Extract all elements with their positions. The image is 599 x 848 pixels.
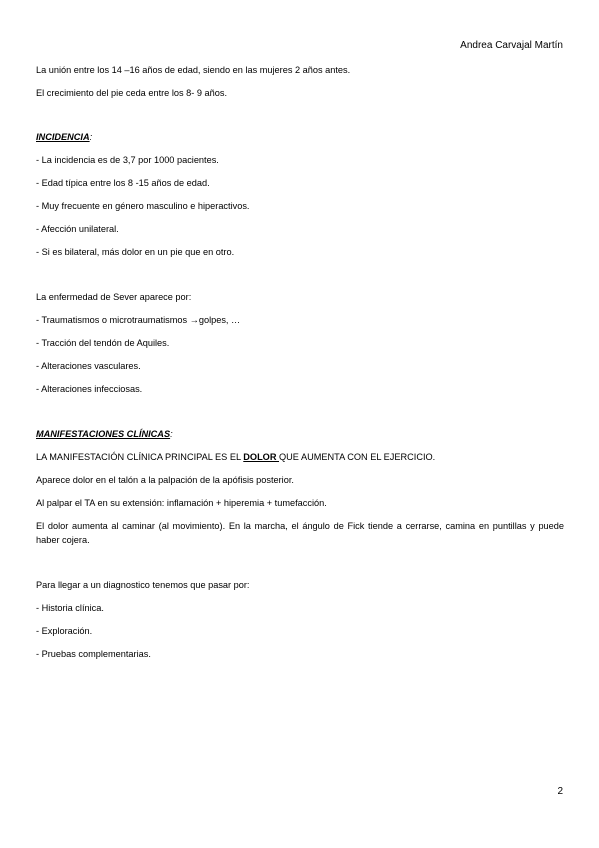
causas-item-rest: golpes, … — [198, 315, 241, 325]
diagnostico-item: - Pruebas complementarias. — [36, 649, 151, 659]
incidencia-item: - Edad típica entre los 8 -15 años de edad. — [36, 178, 210, 188]
incidencia-colon: : — [89, 132, 93, 142]
causas-item: - Alteraciones infecciosas. — [36, 384, 143, 394]
manifestaciones-heading-line — [36, 429, 173, 441]
diagnostico-item: - Exploración. — [36, 626, 93, 636]
manifestaciones-p1: Aparece dolor en el talón a la palpación de la apófisis posterior. — [36, 475, 294, 485]
manifestaciones-main — [36, 452, 435, 464]
causas-item: - Alteraciones vasculares. — [36, 361, 141, 371]
intro-line-1: La unión entre los 14 –16 años de edad, siendo en las mujeres 2 años antes. — [36, 65, 351, 75]
causas-intro: La enfermedad de Sever aparece por: — [36, 292, 192, 302]
page-header-author: Andrea Carvajal Martín — [460, 40, 563, 51]
incidencia-item: - La incidencia es de 3,7 por 1000 pacientes. — [36, 155, 219, 165]
causas-item-traumatismos — [36, 315, 240, 327]
causas-item-text: - Traumatismos o microtraumatismos — [36, 315, 190, 325]
incidencia-item: - Muy frecuente en género masculino e hiperactivos. — [36, 201, 250, 211]
diagnostico-item: - Historia clínica. — [36, 603, 104, 613]
intro-line-2: El crecimiento del pie ceda entre los 8- 9 años. — [36, 88, 227, 98]
incidencia-heading-line — [36, 132, 92, 144]
right-arrow-icon: → — [189, 315, 199, 325]
manifestaciones-heading: MANIFESTACIONES CLÍNICAS — [36, 429, 171, 439]
manifestaciones-p2: Al palpar el TA en su extensión: inflamación + hiperemia + tumefacción. — [36, 498, 327, 508]
incidencia-heading: INCIDENCIA — [36, 132, 90, 142]
page-number: 2 — [557, 786, 563, 797]
incidencia-item: - Afección unilateral. — [36, 224, 119, 234]
causas-item: - Tracción del tendón de Aquiles. — [36, 338, 170, 348]
manifestaciones-main-after: QUE AUMENTA CON EL EJERCICIO. — [279, 452, 436, 462]
manifestaciones-colon: : — [170, 429, 173, 439]
diagnostico-intro: Para llegar a un diagnostico tenemos que pasar por: — [36, 580, 250, 590]
incidencia-item: - Si es bilateral, más dolor en un pie que en otro. — [36, 247, 235, 257]
manifestaciones-main-before: LA MANIFESTACIÓN CLÍNICA PRINCIPAL ES EL — [36, 452, 244, 462]
dolor-highlight: DOLOR — [243, 452, 280, 462]
manifestaciones-p3: El dolor aumenta al caminar (al movimiento). En la marcha, el ángulo de Fick tiende a cerrarse, camina en puntillas y puede haber cojera. — [36, 521, 564, 546]
